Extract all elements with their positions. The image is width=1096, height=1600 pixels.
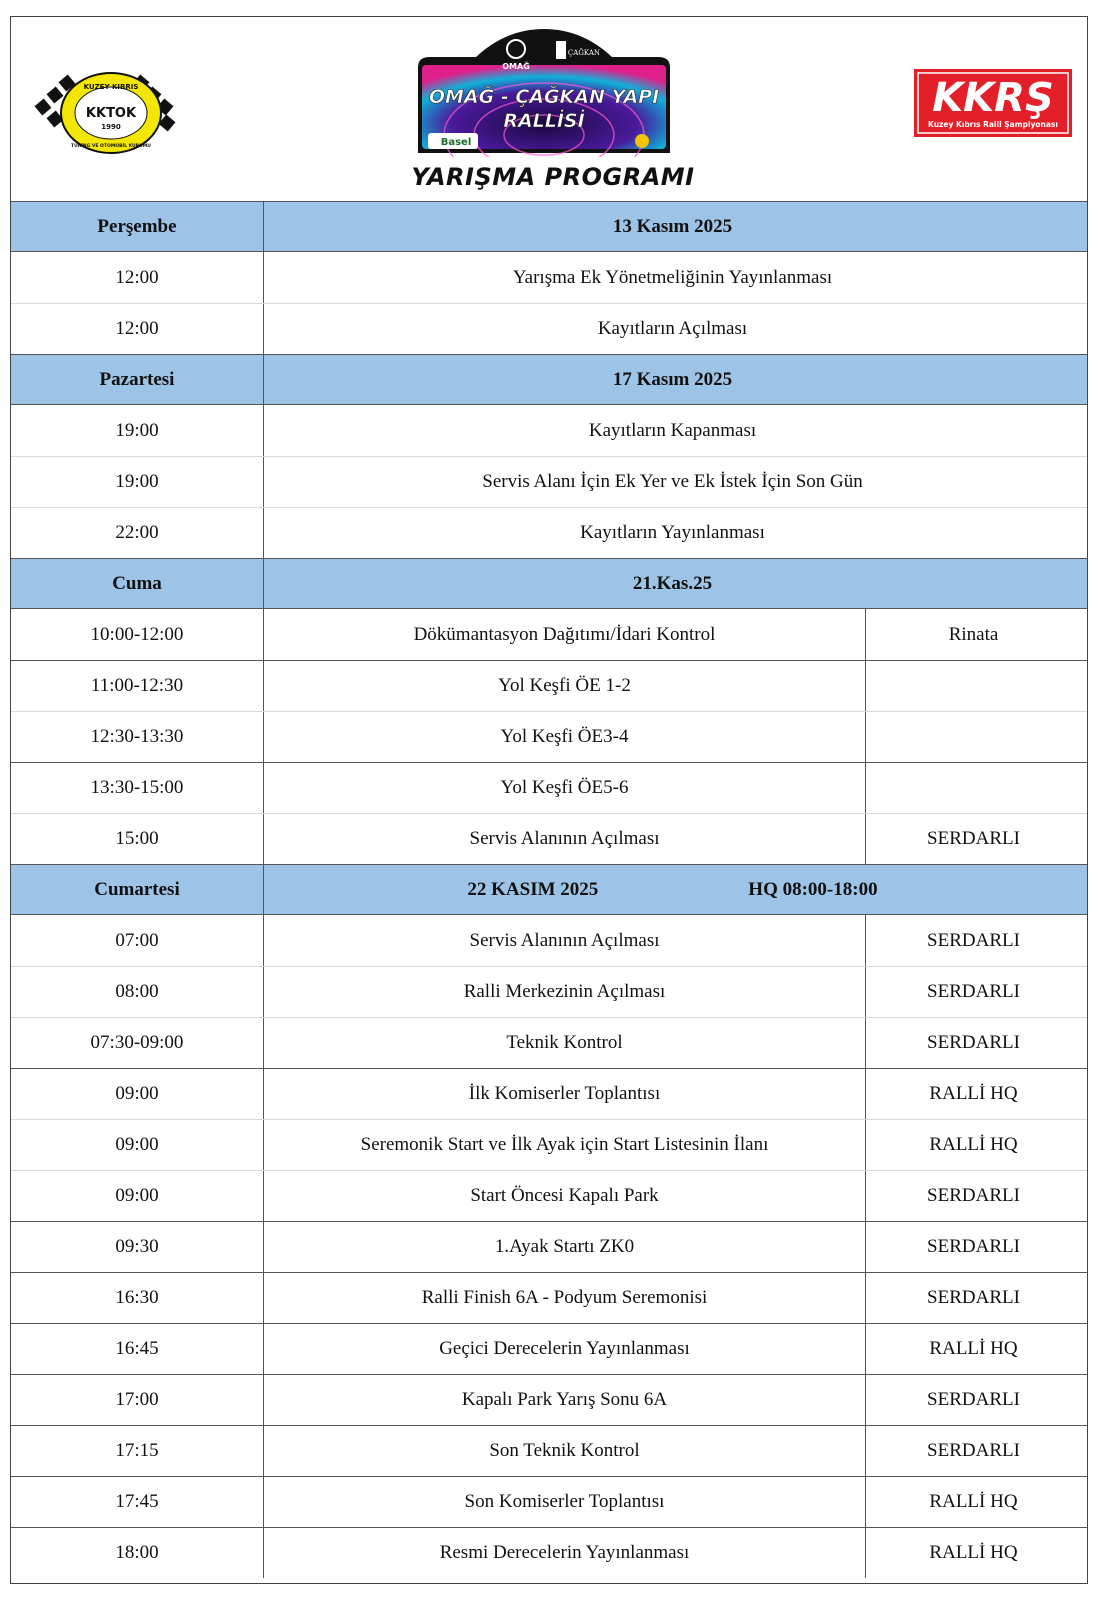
row-location: RALLİ HQ	[865, 1324, 1081, 1374]
row-time: 12:00	[115, 266, 159, 288]
schedule-row	[11, 1323, 1087, 1374]
day-date: 22 KASIM 2025	[467, 878, 599, 900]
row-location: RALLİ HQ	[865, 1528, 1081, 1578]
row-event: Yol Keşfi ÖE3-4	[263, 712, 865, 762]
rally-title-line1: OMAĞ - ÇAĞKAN YAPI	[428, 86, 660, 108]
kktok-bottom-text: TURİNG VE OTOMOBİL KURUMU	[71, 144, 151, 149]
page-title: YARIŞMA PROGRAMI	[411, 163, 695, 191]
row-event: Kayıtların Açılması	[263, 304, 1081, 354]
row-time: 09:30	[115, 1236, 159, 1257]
row-time: 09:00	[115, 1134, 159, 1155]
kktok-year: 1990	[101, 123, 121, 131]
row-location: SERDARLI	[865, 915, 1081, 966]
row-event: Yarışma Ek Yönetmeliğinin Yayınlanması	[263, 252, 1081, 303]
row-event: Son Komiserler Toplantısı	[263, 1477, 865, 1527]
schedule-row	[11, 1527, 1087, 1578]
day-name: Pazartesi	[99, 368, 175, 390]
row-event: Yol Keşfi ÖE5-6	[263, 763, 865, 813]
day-date: 21.Kas.25	[632, 572, 713, 594]
row-time: 17:00	[115, 1389, 159, 1410]
row-location: SERDARLI	[865, 967, 1081, 1017]
row-time: 19:00	[115, 419, 159, 441]
schedule-row	[11, 507, 1087, 558]
row-time: 12:30-13:30	[90, 726, 184, 747]
row-event: Resmi Derecelerin Yayınlanması	[263, 1528, 865, 1578]
schedule-row	[11, 1374, 1087, 1425]
schedule-table	[11, 201, 1087, 1578]
schedule-row	[11, 1476, 1087, 1527]
day-date-cell	[263, 355, 1081, 404]
row-event: Ralli Finish 6A - Podyum Seremonisi	[263, 1273, 865, 1323]
row-time: 07:30-09:00	[90, 1032, 184, 1053]
row-location: SERDARLI	[865, 1273, 1081, 1323]
row-event: İlk Komiserler Toplantısı	[263, 1069, 865, 1119]
row-location: SERDARLI	[865, 814, 1081, 864]
row-event: Geçici Derecelerin Yayınlanması	[263, 1324, 865, 1374]
kkrs-name: KKRŞ	[932, 75, 1054, 121]
row-time: 10:00-12:00	[90, 623, 184, 645]
rally-title-line2: RALLİSİ	[503, 110, 585, 132]
schedule-row	[11, 1068, 1087, 1119]
day-date: 17 Kasım 2025	[612, 368, 733, 390]
row-event: 1.Ayak Startı ZK0	[263, 1222, 865, 1272]
day-header-row	[11, 558, 1087, 609]
kktok-logo	[29, 61, 193, 161]
schedule-row	[11, 1425, 1087, 1476]
day-date-cell	[263, 559, 1081, 608]
row-event: Yol Keşfi ÖE 1-2	[263, 661, 865, 711]
program-sheet	[10, 16, 1088, 1584]
day-date-cell	[263, 865, 1081, 914]
row-time: 13:30-15:00	[90, 777, 184, 798]
row-event: Servis Alanının Açılması	[263, 915, 865, 966]
row-time: 22:00	[115, 522, 159, 543]
day-header-row	[11, 201, 1087, 252]
day-name: Cumartesi	[94, 878, 180, 900]
schedule-row	[11, 303, 1087, 354]
row-event: Ralli Merkezinin Açılması	[263, 967, 865, 1017]
schedule-row	[11, 915, 1087, 966]
schedule-row	[11, 252, 1087, 303]
row-location: Rinata	[865, 609, 1081, 660]
schedule-row	[11, 762, 1087, 813]
kktok-top-text: KUZEY KIBRIS	[83, 83, 139, 91]
row-location: SERDARLI	[865, 1222, 1081, 1272]
schedule-row	[11, 609, 1087, 660]
row-location	[865, 661, 1081, 711]
rally-sponsor2: ÇAĞKAN	[567, 49, 601, 57]
row-time: 09:00	[115, 1083, 159, 1104]
row-event: Kayıtların Kapanması	[263, 405, 1081, 456]
day-date-cell	[263, 202, 1081, 251]
row-time: 09:00	[115, 1185, 159, 1206]
row-location: RALLİ HQ	[865, 1120, 1081, 1170]
row-time: 08:00	[115, 981, 159, 1002]
row-time: 15:00	[115, 828, 159, 849]
schedule-row	[11, 660, 1087, 711]
schedule-row	[11, 813, 1087, 864]
schedule-row	[11, 711, 1087, 762]
row-time: 17:15	[115, 1440, 159, 1461]
schedule-row	[11, 1017, 1087, 1068]
row-time: 17:45	[115, 1491, 159, 1512]
row-event: Start Öncesi Kapalı Park	[263, 1171, 865, 1221]
schedule-row	[11, 966, 1087, 1017]
kktok-name: KKTOK	[85, 106, 137, 121]
day-date: 13 Kasım 2025	[612, 215, 733, 237]
schedule-row	[11, 1221, 1087, 1272]
kkrs-sub: Kuzey Kıbrıs Ralli Şampiyonası	[928, 120, 1058, 129]
day-header-row	[11, 354, 1087, 405]
schedule-row	[11, 456, 1087, 507]
row-time: 18:00	[115, 1542, 159, 1563]
row-event: Servis Alanının Açılması	[263, 814, 865, 864]
row-location: SERDARLI	[865, 1018, 1081, 1068]
row-location	[865, 712, 1081, 762]
rally-sponsor1: OMAĞ	[502, 62, 530, 71]
schedule-row	[11, 405, 1087, 456]
row-location: SERDARLI	[865, 1426, 1081, 1476]
row-location	[865, 763, 1081, 813]
row-event: Kapalı Park Yarış Sonu 6A	[263, 1375, 865, 1425]
schedule-row	[11, 1170, 1087, 1221]
header	[11, 17, 1087, 201]
row-location: SERDARLI	[865, 1171, 1081, 1221]
day-name: Perşembe	[97, 215, 177, 237]
rally-logo	[416, 27, 672, 157]
row-time: 07:00	[115, 929, 159, 951]
row-event: Son Teknik Kontrol	[263, 1426, 865, 1476]
row-time: 16:30	[115, 1287, 159, 1308]
row-time: 19:00	[115, 471, 159, 492]
hq-hours: HQ 08:00-18:00	[748, 878, 878, 900]
schedule-row	[11, 1119, 1087, 1170]
kkrs-logo	[914, 69, 1072, 137]
row-time: 11:00-12:30	[90, 675, 184, 696]
day-header-row	[11, 864, 1087, 915]
row-event: Teknik Kontrol	[263, 1018, 865, 1068]
row-time: 12:00	[115, 318, 159, 339]
row-event: Dökümantasyon Dağıtımı/İdari Kontrol	[263, 609, 865, 660]
row-location: RALLİ HQ	[865, 1069, 1081, 1119]
row-time: 16:45	[115, 1338, 159, 1359]
row-event: Servis Alanı İçin Ek Yer ve Ek İstek İçin Son Gün	[263, 457, 1081, 507]
schedule-row	[11, 1272, 1087, 1323]
day-name: Cuma	[112, 572, 162, 594]
rally-footer: Basel	[440, 137, 472, 148]
row-event: Kayıtların Yayınlanması	[263, 508, 1081, 558]
row-location: SERDARLI	[865, 1375, 1081, 1425]
row-event: Seremonik Start ve İlk Ayak için Start Listesinin İlanı	[263, 1120, 865, 1170]
row-location: RALLİ HQ	[865, 1477, 1081, 1527]
